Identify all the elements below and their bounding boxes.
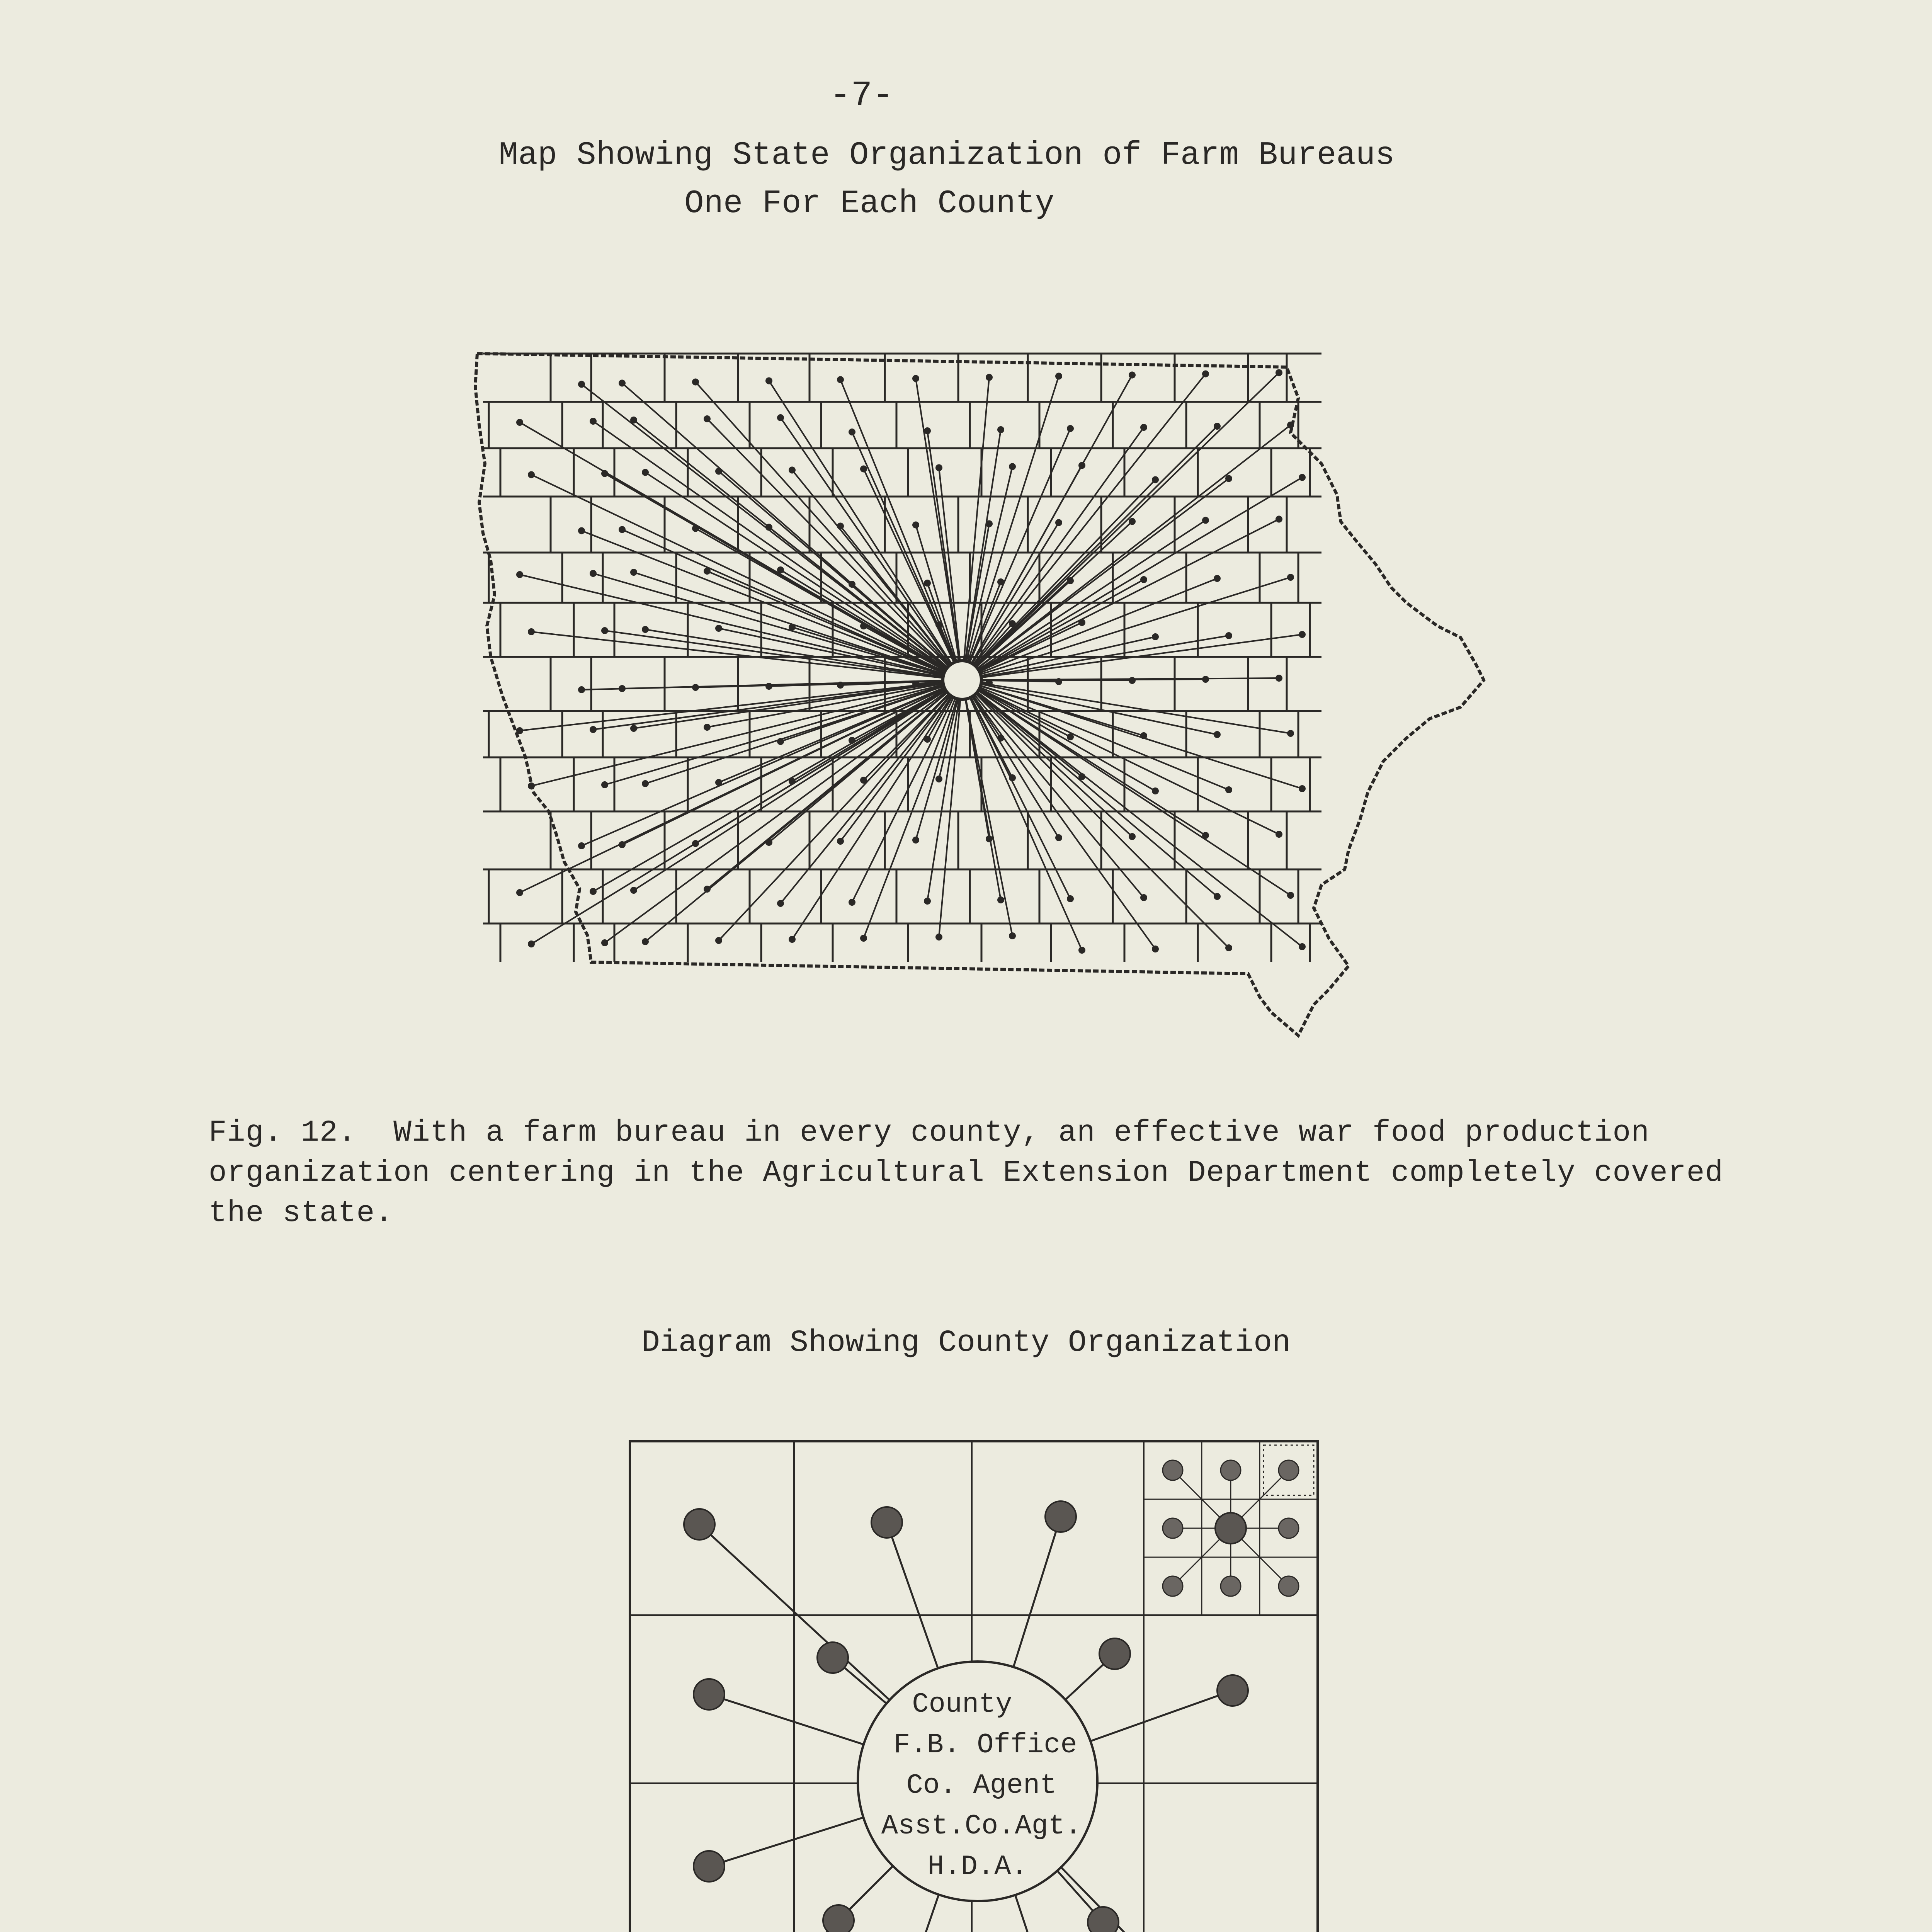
cooperator-dot [1221,1460,1241,1480]
cooperator-dot [1163,1518,1183,1538]
township-director-dot [1217,1675,1248,1706]
cooperator-dot [1221,1576,1241,1596]
township-director-dot [1099,1638,1130,1669]
township-director-dot [817,1642,848,1673]
township-director-dot [871,1507,902,1538]
county-agent-label: Co. Agent [906,1770,1057,1801]
hda-label: H.D.A. [927,1851,1028,1883]
county-label: County [912,1689,1012,1720]
township-director-dot [684,1509,715,1540]
page-number: -7- [830,75,894,116]
cooperator-dot [1279,1460,1299,1480]
cooperator-dot [1279,1576,1299,1596]
caption-line: organization centering in the Agricultural Extension Department completely covered [209,1156,1724,1190]
township-director-dot [694,1679,724,1710]
assistant-agent-label: Asst.Co.Agt. [881,1810,1082,1842]
map-title: Map Showing State Organization of Farm Bureaus [498,137,1395,174]
map-subtitle: One For Each County [684,185,1054,222]
township-director-dot [1215,1513,1246,1544]
diagram-title: Diagram Showing County Organization [641,1325,1291,1361]
township-director-dot [1045,1501,1076,1532]
township-detail [1144,1441,1318,1615]
cooperator-dot [1163,1576,1183,1596]
cooperator-dot [1279,1518,1299,1538]
fb-office-label: F.B. Office [893,1729,1077,1761]
cooperator-dot [1163,1460,1183,1480]
caption-line: the state. [209,1196,394,1230]
township-director-dot [823,1905,854,1932]
caption-line: Fig. 12. With a farm bureau in every county, an effective war food production [209,1116,1650,1150]
township-director-dot [694,1851,724,1882]
township-director-dot [1088,1907,1119,1932]
